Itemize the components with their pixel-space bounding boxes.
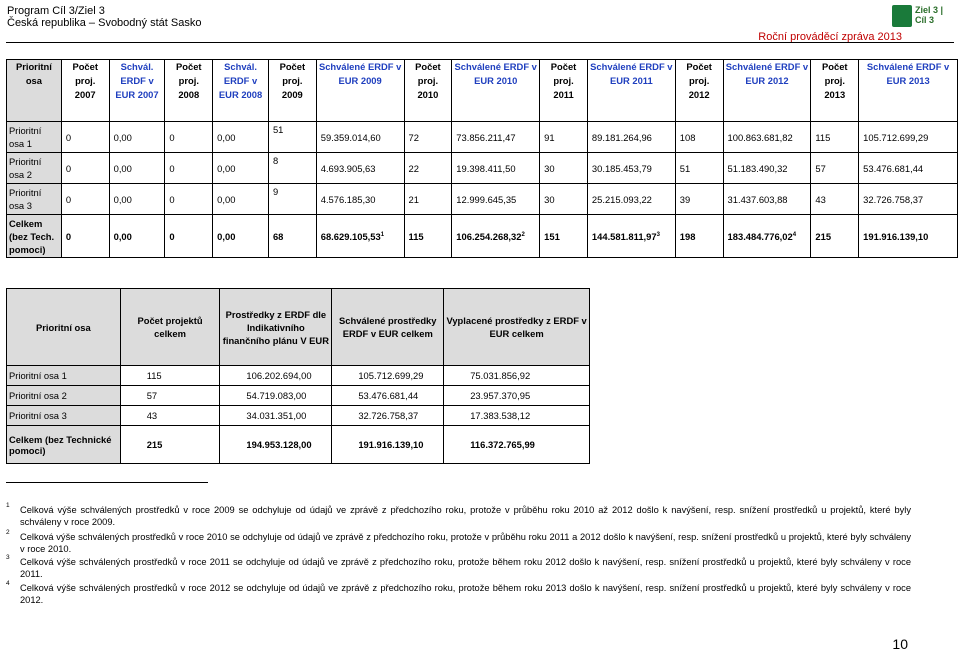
row-label: Prioritní osa 2 [7,386,121,406]
table-cell: 89.181.264,96 [587,122,675,153]
row-label: Prioritní osa 3 [7,406,121,426]
table-cell: 108 [675,122,723,153]
footnote [6,556,911,580]
footnote [6,504,911,528]
table-cell: 19.398.411,50 [452,153,540,184]
table-cell: 57 [811,153,859,184]
table-cell: 115 [120,366,220,386]
table-cell: 9 [268,184,316,215]
t1-header-cell: Schválené ERDF v EUR 2013 [859,60,958,122]
table-cell: 21 [404,184,452,215]
t1-header-cell: Schválené ERDF v EUR 2010 [452,60,540,122]
table-cell: 215 [811,215,859,258]
table-cell: 115 [404,215,452,258]
table-cell: 8 [268,153,316,184]
table-row [7,366,590,386]
footnote-mark: 3 [656,231,660,238]
footnote-text: Celková výše schválených prostředků v roce 2011 se odchyluje od údajů ve zprávě z předchozího roku, protože během roku 2012 došlo k navýšení, resp. snížení prostředků u projektů, které byly schváleny v roce 2011. [20,557,911,579]
footnote-number: 4 [6,580,10,587]
table-row [7,153,958,184]
table-cell: 72 [404,122,452,153]
program-subtitle: Česká republika – Svobodný stát Sasko [7,17,202,29]
cell-value: 144.581.811,97 [591,230,657,242]
row-label: Celkem (bez Technické pomoci) [7,426,121,464]
footnote-text: Celková výše schválených prostředků v roce 2012 se odchyluje od údajů ve zprávě z předchozího roku, protože během roku 2013 došlo k navýšení, resp. snížení prostředků u projektů, které byly schváleny v roce 2012. [20,583,911,605]
t1-header-cell: Počet proj. 2010 [404,60,452,122]
table-cell: 51.183.490,32 [723,153,811,184]
footnote-number: 2 [6,529,10,536]
table-cell: 0 [61,215,109,258]
table-cell: 0,00 [213,184,269,215]
t2-header-cell: Vyplacené prostředky z ERDF v EUR celkem [444,289,590,366]
t1-header-cell: Počet proj. 2011 [540,60,588,122]
table-cell: 39 [675,184,723,215]
table-cell: 0,00 [213,122,269,153]
report-title: Roční prováděcí zpráva 2013 [758,31,902,43]
table-cell: 0,00 [109,184,165,215]
t2-header-cell: Schválené prostředky ERDF v EUR celkem [332,289,444,366]
table-cell: 54.719.083,00 [220,386,332,406]
t1-header-cell: Schválené ERDF v EUR 2011 [587,60,675,122]
t1-header-cell: Schválené ERDF v EUR 2009 [316,60,404,122]
table-cell: 30.185.453,79 [587,153,675,184]
table-cell: 0,00 [213,215,269,258]
table-total-row [7,215,958,258]
logo-mark-icon [892,5,912,27]
footnote-text: Celková výše schválených prostředků v roce 2010 se odchyluje od údajů ve zprávě z předchozího roku, protože v průběhu roku 2011 a 2012 došlo k navýšení, resp. snížení prostředků u projektů, které byly schváleny v roce 2010. [20,532,911,554]
table-cell: 0,00 [109,122,165,153]
table-cell: 0 [165,122,213,153]
table-cell: 17.383.538,12 [444,406,590,426]
table-row [7,122,958,153]
t1-header-cell: Počet proj. 2008 [165,60,213,122]
program-title: Program Cíl 3/Ziel 3 [7,5,105,17]
table-cell: 0 [165,153,213,184]
table-cell: 53.476.681,44 [332,386,444,406]
t2-header-cell: Prioritní osa [7,289,121,366]
table-cell: 198 [675,215,723,258]
t1-header-cell: Počet proj. 2013 [811,60,859,122]
table-cell: 191.916.139,10 [859,215,958,258]
footnote-mark: 4 [792,231,797,238]
table-cell: 51 [268,122,316,153]
table-cell: 191.916.139,10 [332,426,444,464]
t1-header-cell: Počet proj. 2009 [268,60,316,122]
table-cell: 0 [61,184,109,215]
cell-value: 106.254.268,32 [456,230,522,242]
table-cell: 91 [540,122,588,153]
table-cell: 73.856.211,47 [452,122,540,153]
table-cell [452,215,540,258]
table-cell [587,215,675,258]
table-cell: 115 [811,122,859,153]
footnote-mark: 2 [521,231,525,238]
footnote-number: 3 [6,554,10,561]
table-cell: 105.712.699,29 [332,366,444,386]
table2-header-row [7,289,590,366]
table-cell: 43 [811,184,859,215]
footnote-text: Celková výše schválených prostředků v roce 2009 se odchyluje od údajů ve zprávě z předchozího roku, protože v průběhu roku 2010 až 2012 došlo k navýšení, resp. snížení prostředků u projektů, které byly schváleny v roce 2009. [20,505,911,527]
table-cell: 43 [120,406,220,426]
table1-header-row [7,60,958,122]
t2-header-cell: Počet projektů celkem [120,289,220,366]
table-cell: 194.953.128,00 [220,426,332,464]
t1-header-cell: Počet proj. 2012 [675,60,723,122]
table-cell: 0 [165,215,213,258]
table-cell: 4.576.185,30 [316,184,404,215]
table-cell: 30 [540,184,588,215]
table-cell [316,215,404,258]
table-cell: 53.476.681,44 [859,153,958,184]
footnote [6,582,911,606]
table-cell: 32.726.758,37 [332,406,444,426]
t1-header-cell: Schvál. ERDF v EUR 2008 [213,60,269,122]
table-cell: 4.693.905,63 [316,153,404,184]
footnote-mark: 1 [380,231,385,238]
row-label: Prioritní osa 2 [7,153,62,184]
t1-header-cell: Počet proj. 2007 [61,60,109,122]
t1-header-cell: Prioritní osa [7,60,62,122]
table-cell: 59.359.014,60 [316,122,404,153]
t2-header-cell: Prostředky z ERDF dle Indikativního finančního plánu V EUR [220,289,332,366]
row-label: Celkem (bez Tech. pomoci) [7,215,62,258]
table-cell: 25.215.093,22 [587,184,675,215]
table-cell: 0,00 [109,215,165,258]
footnote-number: 1 [6,502,10,509]
table-cell: 215 [120,426,220,464]
row-label: Prioritní osa 3 [7,184,62,215]
row-label: Prioritní osa 1 [7,122,62,153]
table-cell: 116.372.765,99 [444,426,590,464]
table-cell: 105.712.699,29 [859,122,958,153]
table-cell: 100.863.681,82 [723,122,811,153]
table-cell [723,215,811,258]
table-cell: 32.726.758,37 [859,184,958,215]
table-row [7,406,590,426]
cell-value: 183.484.776,02 [727,230,793,242]
table-cell: 0 [61,122,109,153]
table-cell: 30 [540,153,588,184]
table-cell: 51 [675,153,723,184]
footnote [6,531,911,555]
table-cell: 23.957.370,95 [444,386,590,406]
page-number: 10 [892,636,908,652]
table-cell: 57 [120,386,220,406]
table-cell: 0,00 [213,153,269,184]
table-cell: 34.031.351,00 [220,406,332,426]
table-cell: 0 [165,184,213,215]
cell-value: 68.629.105,53 [320,230,381,242]
table-cell: 22 [404,153,452,184]
logo-text: Ziel 3 | Cíl 3 [915,5,944,25]
footnote-separator [6,482,208,483]
t1-header-cell: Schvál. ERDF v EUR 2007 [109,60,165,122]
table-cell: 0,00 [109,153,165,184]
page-header [7,5,201,29]
t1-header-cell: Schválené ERDF v EUR 2012 [723,60,811,122]
table-row [7,386,590,406]
table-cell: 68 [268,215,316,258]
header-divider [6,42,954,43]
summary-table [6,288,590,464]
table-cell: 31.437.603,88 [723,184,811,215]
table-cell: 106.202.694,00 [220,366,332,386]
row-label: Prioritní osa 1 [7,366,121,386]
table-cell: 12.999.645,35 [452,184,540,215]
table-cell: 0 [61,153,109,184]
table-row [7,184,958,215]
table-total-row [7,426,590,464]
table-cell: 151 [540,215,588,258]
yearly-approval-table [6,59,958,258]
table-cell: 75.031.856,92 [444,366,590,386]
